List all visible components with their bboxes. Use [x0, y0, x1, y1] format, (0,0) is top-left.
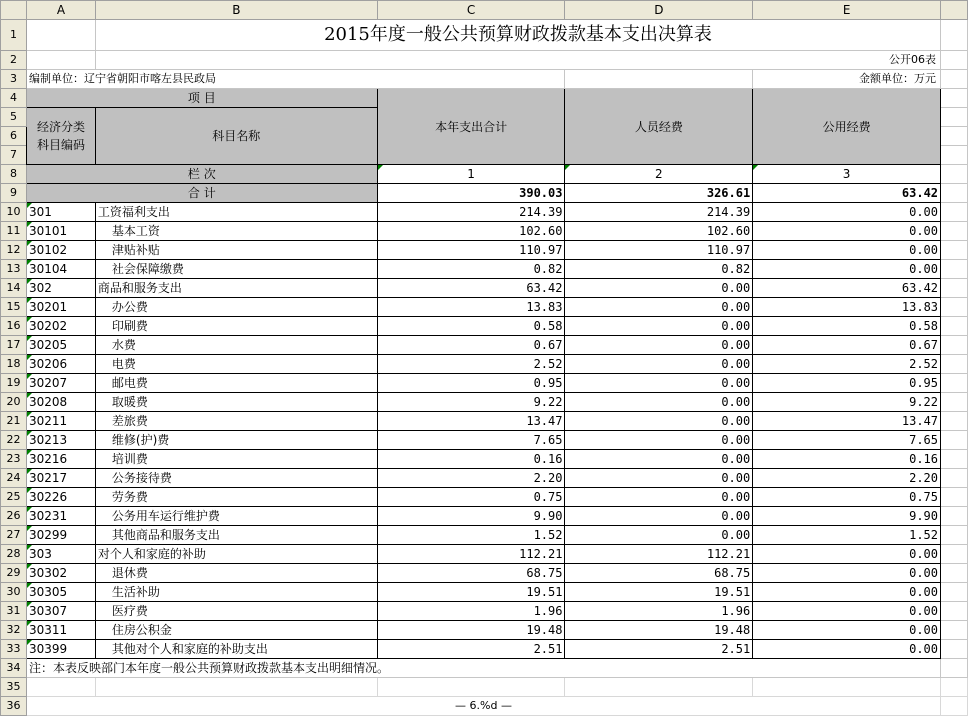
- cell-f36[interactable]: [941, 697, 968, 716]
- row-header-30[interactable]: 30: [1, 583, 27, 602]
- cell-empty[interactable]: [941, 678, 968, 697]
- row-code[interactable]: 30305: [26, 583, 95, 602]
- row-total[interactable]: 68.75: [377, 564, 565, 583]
- row-header-25[interactable]: 25: [1, 488, 27, 507]
- cell-f[interactable]: [941, 469, 968, 488]
- row-public[interactable]: 7.65: [753, 431, 941, 450]
- row-total[interactable]: 110.97: [377, 241, 565, 260]
- row-code[interactable]: 303: [26, 545, 95, 564]
- row-public[interactable]: 0.00: [753, 260, 941, 279]
- row-public[interactable]: 0.00: [753, 203, 941, 222]
- row-name[interactable]: 维修(护)费: [95, 431, 377, 450]
- column-header-b[interactable]: B: [95, 1, 377, 20]
- row-header-27[interactable]: 27: [1, 526, 27, 545]
- cell-empty[interactable]: [377, 678, 565, 697]
- row-name[interactable]: 取暖费: [95, 393, 377, 412]
- row-header-22[interactable]: 22: [1, 431, 27, 450]
- row-code[interactable]: 30311: [26, 621, 95, 640]
- cell-f[interactable]: [941, 431, 968, 450]
- cell-f1[interactable]: [941, 20, 968, 51]
- row-personnel[interactable]: 19.51: [565, 583, 753, 602]
- row-code[interactable]: 30217: [26, 469, 95, 488]
- row-total[interactable]: 214.39: [377, 203, 565, 222]
- row-total[interactable]: 9.90: [377, 507, 565, 526]
- cell-f[interactable]: [941, 450, 968, 469]
- cell-f[interactable]: [941, 355, 968, 374]
- row-name[interactable]: 商品和服务支出: [95, 279, 377, 298]
- row-name[interactable]: 劳务费: [95, 488, 377, 507]
- row-personnel[interactable]: 214.39: [565, 203, 753, 222]
- row-personnel[interactable]: 102.60: [565, 222, 753, 241]
- row-personnel[interactable]: 110.97: [565, 241, 753, 260]
- row-personnel[interactable]: 0.00: [565, 526, 753, 545]
- row-header-29[interactable]: 29: [1, 564, 27, 583]
- row-header-32[interactable]: 32: [1, 621, 27, 640]
- row-name[interactable]: 办公费: [95, 298, 377, 317]
- header-item: 项 目: [26, 89, 377, 108]
- row-public[interactable]: 9.90: [753, 507, 941, 526]
- row-name[interactable]: 住房公积金: [95, 621, 377, 640]
- row-public[interactable]: 0.00: [753, 222, 941, 241]
- table-row: [1, 507, 968, 526]
- row-total[interactable]: 0.67: [377, 336, 565, 355]
- row-header-35[interactable]: 35: [1, 678, 27, 697]
- column-header-d[interactable]: D: [565, 1, 753, 20]
- row-public[interactable]: 0.75: [753, 488, 941, 507]
- row-total[interactable]: 9.22: [377, 393, 565, 412]
- row-name[interactable]: 邮电费: [95, 374, 377, 393]
- row-header-16[interactable]: 16: [1, 317, 27, 336]
- total-d: 326.61: [565, 184, 753, 203]
- row-header-17[interactable]: 17: [1, 336, 27, 355]
- row-public[interactable]: 0.00: [753, 640, 941, 659]
- header-econ-code: [26, 108, 95, 165]
- row-name[interactable]: 公务用车运行维护费: [95, 507, 377, 526]
- row-header-36[interactable]: 36: [1, 697, 27, 716]
- row-code[interactable]: 30226: [26, 488, 95, 507]
- row-name[interactable]: 印刷费: [95, 317, 377, 336]
- row-code[interactable]: 30399: [26, 640, 95, 659]
- row-code[interactable]: 30307: [26, 602, 95, 621]
- table-row: [1, 393, 968, 412]
- table-row: [1, 279, 968, 298]
- cell-f[interactable]: [941, 621, 968, 640]
- cell-empty[interactable]: [95, 678, 377, 697]
- row-total[interactable]: 63.42: [377, 279, 565, 298]
- total-c: 390.03: [377, 184, 565, 203]
- cell-f[interactable]: [941, 241, 968, 260]
- row-name[interactable]: 生活补助: [95, 583, 377, 602]
- row-code[interactable]: 30216: [26, 450, 95, 469]
- total-label: 合 计: [26, 184, 377, 203]
- row-header-9[interactable]: 9: [1, 184, 27, 203]
- row-header-2[interactable]: 2: [1, 51, 27, 70]
- row-public[interactable]: 0.00: [753, 241, 941, 260]
- row-public[interactable]: 13.83: [753, 298, 941, 317]
- table-row: [1, 488, 968, 507]
- form-number: 公开06表: [95, 51, 940, 70]
- cell-f3[interactable]: [941, 70, 968, 89]
- note: 注：本表反映部门本年度一般公共预算财政拨款基本支出明细情况。: [26, 659, 940, 678]
- row-code[interactable]: 30101: [26, 222, 95, 241]
- table-row: [1, 355, 968, 374]
- cell-f4[interactable]: [941, 89, 968, 108]
- table-row: [1, 621, 968, 640]
- row-total[interactable]: 0.58: [377, 317, 565, 336]
- row-header-8[interactable]: 8: [1, 165, 27, 184]
- row-name[interactable]: 其他对个人和家庭的补助支出: [95, 640, 377, 659]
- row-personnel[interactable]: 0.00: [565, 450, 753, 469]
- cell-f[interactable]: [941, 545, 968, 564]
- row-header-34[interactable]: 34: [1, 659, 27, 678]
- column-header-f[interactable]: [941, 1, 968, 20]
- row-name[interactable]: 电费: [95, 355, 377, 374]
- row-header-31[interactable]: 31: [1, 602, 27, 621]
- table-row: [1, 469, 968, 488]
- row-code[interactable]: 30231: [26, 507, 95, 526]
- row-header-12[interactable]: 12: [1, 241, 27, 260]
- row-header-19[interactable]: 19: [1, 374, 27, 393]
- row-total[interactable]: 19.48: [377, 621, 565, 640]
- row-public[interactable]: 13.47: [753, 412, 941, 431]
- row-header-33[interactable]: 33: [1, 640, 27, 659]
- row-code[interactable]: 302: [26, 279, 95, 298]
- row-header-13[interactable]: 13: [1, 260, 27, 279]
- cell-empty[interactable]: [565, 678, 753, 697]
- row-personnel[interactable]: 0.00: [565, 488, 753, 507]
- table-row: [1, 336, 968, 355]
- table-row: [1, 564, 968, 583]
- row-public[interactable]: 63.42: [753, 279, 941, 298]
- row-public[interactable]: 0.67: [753, 336, 941, 355]
- row-personnel[interactable]: 68.75: [565, 564, 753, 583]
- row-public[interactable]: 0.00: [753, 602, 941, 621]
- table-row: [1, 583, 968, 602]
- cell-f[interactable]: [941, 602, 968, 621]
- header-total-expenditure: 本年支出合计: [377, 89, 565, 165]
- cell-f[interactable]: [941, 488, 968, 507]
- cell-f[interactable]: [941, 412, 968, 431]
- row-name[interactable]: 津贴补贴: [95, 241, 377, 260]
- row-header-21[interactable]: 21: [1, 412, 27, 431]
- cell-f2[interactable]: [941, 51, 968, 70]
- lanci-3: 3: [753, 165, 941, 184]
- cell-f[interactable]: [941, 526, 968, 545]
- row-header-28[interactable]: 28: [1, 545, 27, 564]
- table-row: [1, 241, 968, 260]
- row-header-6[interactable]: 6: [1, 127, 27, 146]
- row-name[interactable]: 培训费: [95, 450, 377, 469]
- column-header-a[interactable]: A: [26, 1, 95, 20]
- row-total[interactable]: 1.52: [377, 526, 565, 545]
- column-header-e[interactable]: E: [753, 1, 941, 20]
- row-total[interactable]: 1.96: [377, 602, 565, 621]
- row-code[interactable]: 30299: [26, 526, 95, 545]
- row-total[interactable]: 102.60: [377, 222, 565, 241]
- row-header-23[interactable]: 23: [1, 450, 27, 469]
- cell-f[interactable]: [941, 640, 968, 659]
- cell-f[interactable]: [941, 374, 968, 393]
- row-personnel[interactable]: 0.00: [565, 336, 753, 355]
- row-public[interactable]: 0.16: [753, 450, 941, 469]
- row-public[interactable]: 0.58: [753, 317, 941, 336]
- row-code[interactable]: 30201: [26, 298, 95, 317]
- header-econ-class: 经济分类: [36, 120, 85, 134]
- row-public[interactable]: 0.00: [753, 564, 941, 583]
- lanci-2: 2: [565, 165, 753, 184]
- row-header-26[interactable]: 26: [1, 507, 27, 526]
- row-public[interactable]: 0.00: [753, 545, 941, 564]
- row-personnel[interactable]: 0.00: [565, 374, 753, 393]
- row-personnel[interactable]: 0.00: [565, 507, 753, 526]
- row-name[interactable]: 水费: [95, 336, 377, 355]
- table-row: [1, 545, 968, 564]
- row-public[interactable]: 0.00: [753, 583, 941, 602]
- row-personnel[interactable]: 0.00: [565, 393, 753, 412]
- row-header-20[interactable]: 20: [1, 393, 27, 412]
- cell-empty[interactable]: [753, 678, 941, 697]
- report-title: 2015年度一般公共预算财政拨款基本支出决算表: [95, 20, 940, 51]
- row-code[interactable]: 30205: [26, 336, 95, 355]
- row-header-24[interactable]: 24: [1, 469, 27, 488]
- cell-f[interactable]: [941, 336, 968, 355]
- header-personnel-expenses: 人员经费: [565, 89, 753, 165]
- header-lanci: 栏 次: [26, 165, 377, 184]
- row-personnel[interactable]: 1.96: [565, 602, 753, 621]
- row-header-11[interactable]: 11: [1, 222, 27, 241]
- row-header-4[interactable]: 4: [1, 89, 27, 108]
- row-public[interactable]: 2.52: [753, 355, 941, 374]
- cell-f[interactable]: [941, 317, 968, 336]
- row-personnel[interactable]: 112.21: [565, 545, 753, 564]
- table-row: [1, 526, 968, 545]
- row-public[interactable]: 1.52: [753, 526, 941, 545]
- row-personnel[interactable]: 0.00: [565, 279, 753, 298]
- row-personnel[interactable]: 0.00: [565, 298, 753, 317]
- row-personnel[interactable]: 0.00: [565, 355, 753, 374]
- row-code[interactable]: 30206: [26, 355, 95, 374]
- row-total[interactable]: 2.51: [377, 640, 565, 659]
- row-name[interactable]: 社会保障缴费: [95, 260, 377, 279]
- row-personnel[interactable]: 0.00: [565, 412, 753, 431]
- table-row: [1, 317, 968, 336]
- table-row: [1, 203, 968, 222]
- table-row: [1, 640, 968, 659]
- row-code[interactable]: 301: [26, 203, 95, 222]
- row-header-3[interactable]: 3: [1, 70, 27, 89]
- row-personnel[interactable]: 0.82: [565, 260, 753, 279]
- row-total[interactable]: 0.75: [377, 488, 565, 507]
- cell-f[interactable]: [941, 203, 968, 222]
- row-code[interactable]: 30211: [26, 412, 95, 431]
- cell-d3[interactable]: [565, 70, 753, 89]
- row-code[interactable]: 30208: [26, 393, 95, 412]
- row-total[interactable]: 19.51: [377, 583, 565, 602]
- row-name[interactable]: 差旅费: [95, 412, 377, 431]
- row-public[interactable]: 0.95: [753, 374, 941, 393]
- row-header-15[interactable]: 15: [1, 298, 27, 317]
- cell-f[interactable]: [941, 583, 968, 602]
- header-public-expenses: 公用经费: [753, 89, 941, 165]
- row-total[interactable]: 13.47: [377, 412, 565, 431]
- row-total[interactable]: 112.21: [377, 545, 565, 564]
- header-subject-code: 科目编码: [36, 138, 85, 152]
- row-public[interactable]: 2.20: [753, 469, 941, 488]
- cell-f[interactable]: [941, 298, 968, 317]
- cell-f[interactable]: [941, 507, 968, 526]
- row-total[interactable]: 13.83: [377, 298, 565, 317]
- table-row: [1, 222, 968, 241]
- cell-f[interactable]: [941, 222, 968, 241]
- lanci-1: 1: [377, 165, 565, 184]
- row-name[interactable]: 其他商品和服务支出: [95, 526, 377, 545]
- cell-f[interactable]: [941, 260, 968, 279]
- row-code[interactable]: 30102: [26, 241, 95, 260]
- row-name[interactable]: 对个人和家庭的补助: [95, 545, 377, 564]
- cell-f6[interactable]: [941, 127, 968, 146]
- row-total[interactable]: 0.16: [377, 450, 565, 469]
- total-e: 63.42: [753, 184, 941, 203]
- table-row: [1, 431, 968, 450]
- row-header-18[interactable]: 18: [1, 355, 27, 374]
- row-header-14[interactable]: 14: [1, 279, 27, 298]
- table-row: [1, 602, 968, 621]
- table-row: [1, 298, 968, 317]
- row-total[interactable]: 0.95: [377, 374, 565, 393]
- select-all-corner[interactable]: [1, 1, 27, 20]
- cell-a2[interactable]: [26, 51, 95, 70]
- cell-f34[interactable]: [941, 659, 968, 678]
- row-name[interactable]: 医疗费: [95, 602, 377, 621]
- compiling-unit: 编制单位：辽宁省朝阳市喀左县民政局: [26, 70, 565, 89]
- table-row: [1, 374, 968, 393]
- cell-f[interactable]: [941, 393, 968, 412]
- row-code[interactable]: 30302: [26, 564, 95, 583]
- header-subject-name: 科目名称: [95, 108, 377, 165]
- table-row: [1, 412, 968, 431]
- row-name[interactable]: 基本工资: [95, 222, 377, 241]
- row-personnel[interactable]: 2.51: [565, 640, 753, 659]
- row-name[interactable]: 工资福利支出: [95, 203, 377, 222]
- row-name[interactable]: 退休费: [95, 564, 377, 583]
- row-code[interactable]: 30202: [26, 317, 95, 336]
- row-personnel[interactable]: 0.00: [565, 317, 753, 336]
- cell-f[interactable]: [941, 279, 968, 298]
- column-header-c[interactable]: C: [377, 1, 565, 20]
- row-name[interactable]: 公务接待费: [95, 469, 377, 488]
- page-footer: — 6.%d —: [26, 697, 940, 716]
- row-code[interactable]: 30207: [26, 374, 95, 393]
- table-row: [1, 450, 968, 469]
- cell-a1[interactable]: [26, 20, 95, 51]
- row-personnel[interactable]: 19.48: [565, 621, 753, 640]
- row-public[interactable]: 9.22: [753, 393, 941, 412]
- row-total[interactable]: 2.20: [377, 469, 565, 488]
- row-code[interactable]: 30104: [26, 260, 95, 279]
- cell-f7[interactable]: [941, 146, 968, 165]
- cell-f[interactable]: [941, 564, 968, 583]
- cell-f9[interactable]: [941, 184, 968, 203]
- row-header-1[interactable]: 1: [1, 20, 27, 51]
- row-header-7[interactable]: 7: [1, 146, 27, 165]
- cell-f5[interactable]: [941, 108, 968, 127]
- amount-unit: 金额单位：万元: [753, 70, 941, 89]
- row-total[interactable]: 7.65: [377, 431, 565, 450]
- cell-f8[interactable]: [941, 165, 968, 184]
- row-personnel[interactable]: 0.00: [565, 469, 753, 488]
- row-public[interactable]: 0.00: [753, 621, 941, 640]
- row-total[interactable]: 0.82: [377, 260, 565, 279]
- table-row: [1, 260, 968, 279]
- row-header-10[interactable]: 10: [1, 203, 27, 222]
- row-personnel[interactable]: 0.00: [565, 431, 753, 450]
- row-total[interactable]: 2.52: [377, 355, 565, 374]
- cell-empty[interactable]: [26, 678, 95, 697]
- row-header-5[interactable]: 5: [1, 108, 27, 127]
- row-code[interactable]: 30213: [26, 431, 95, 450]
